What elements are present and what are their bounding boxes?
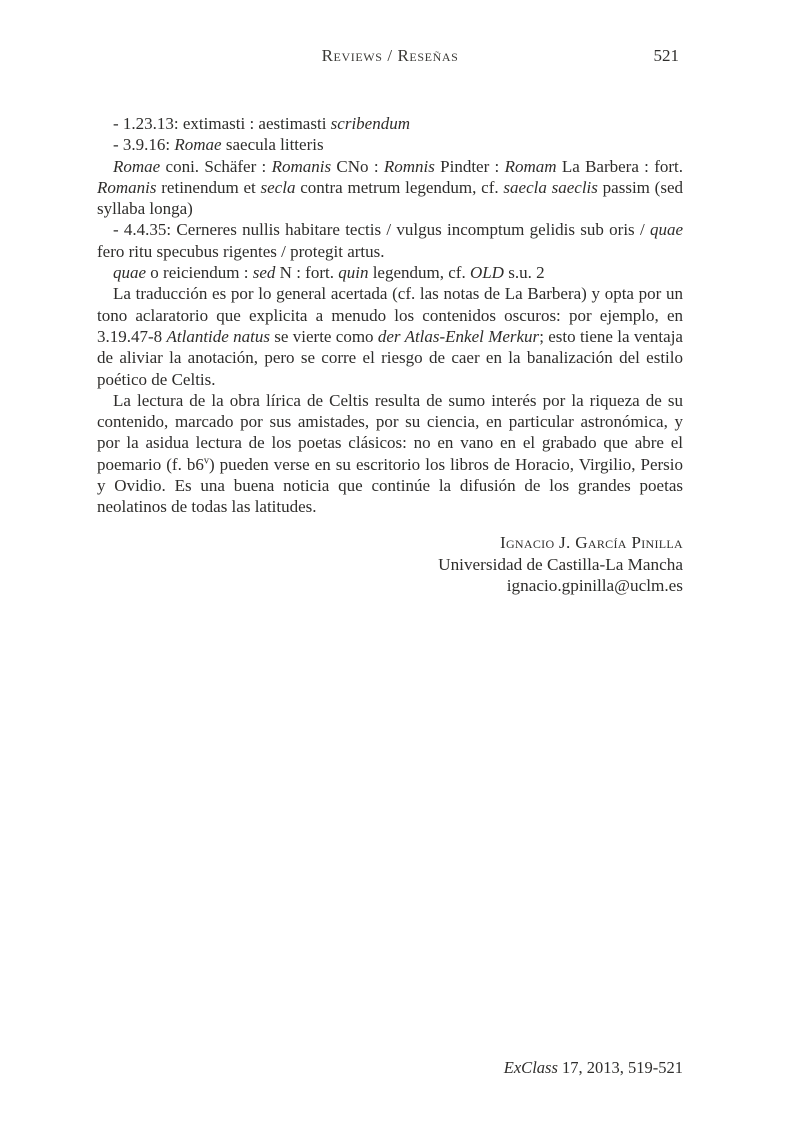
author-email: ignacio.gpinilla@uclm.es bbox=[506, 576, 683, 596]
footer-citation: 17, 2013, 519-521 bbox=[557, 1058, 683, 1077]
paragraph bbox=[97, 113, 683, 134]
italic-text: scribendum bbox=[330, 114, 410, 133]
italic-text: saecla saeclis bbox=[503, 177, 598, 197]
paragraph bbox=[97, 156, 683, 220]
body-text: ) pueden verse en su escritorio los libros de Horacio, Virgilio, Persio y Ovidio. Es una buena noticia que continúe la difusión de los grandes poetas neolatinos de todas las latitudes. bbox=[97, 454, 683, 517]
journal-name: ExClass bbox=[503, 1058, 558, 1077]
italic-text: der Atlas-Enkel Merkur bbox=[377, 326, 540, 346]
body-text: saecula litteris bbox=[221, 135, 324, 155]
paragraph bbox=[97, 283, 683, 389]
body-text: passim (sed syllaba longa) bbox=[97, 177, 683, 219]
page-header bbox=[97, 46, 683, 68]
italic-text: Atlantide natus bbox=[166, 326, 270, 346]
italic-text: Romanis bbox=[97, 177, 157, 197]
body-text: N : fort. bbox=[275, 263, 339, 283]
body-text: se vierte como bbox=[269, 326, 378, 346]
italic-text: Romae bbox=[113, 156, 161, 176]
italic-text: quin bbox=[338, 263, 369, 283]
body-text: Pindter : bbox=[434, 156, 505, 176]
page-footer bbox=[97, 1058, 683, 1078]
italic-text: sed bbox=[252, 263, 276, 283]
italic-text: Romam bbox=[504, 156, 557, 176]
body-text: fero ritu specubus rigentes / protegit artus. bbox=[97, 241, 385, 261]
body-text: contra metrum legendum, cf. bbox=[295, 177, 504, 197]
body-text: coni. Schäfer : bbox=[160, 156, 272, 176]
body-text: - 1.23.13: extimasti : aestimasti bbox=[113, 114, 331, 133]
paragraph bbox=[97, 134, 683, 155]
paragraph bbox=[97, 390, 683, 518]
running-title: Reviews / Reseñas bbox=[321, 46, 459, 65]
signature-block bbox=[97, 532, 683, 597]
italic-text: OLD bbox=[469, 263, 504, 283]
italic-text: Romnis bbox=[383, 156, 435, 176]
body-text: s.u. 2 bbox=[503, 263, 545, 283]
body-text: - 3.9.16: bbox=[113, 135, 175, 155]
body-text: La Barbera : fort. bbox=[556, 156, 684, 176]
body-text: o reiciendum : bbox=[146, 263, 253, 283]
review-body bbox=[97, 113, 683, 518]
italic-text: quae bbox=[113, 263, 147, 283]
superscript-text: v bbox=[203, 455, 209, 467]
italic-text: quae bbox=[649, 220, 683, 240]
italic-text: Romae bbox=[174, 135, 222, 155]
italic-text: secla bbox=[260, 177, 296, 197]
body-text: La traducción es por lo general acertada (cf. las notas de La Barbera) y opta por un tono aclaratorio que explicita a menudo los contenidos oscuros: por ejemplo, en 3.19.47-8 bbox=[97, 284, 683, 346]
body-text: ; esto tiene la ventaja de aliviar la anotación, pero se corre el riesgo de caer en la banalización del estilo poético de Celtis. bbox=[97, 326, 683, 389]
body-text: legendum, cf. bbox=[368, 263, 470, 283]
paragraph bbox=[97, 262, 683, 283]
body-text: - 4.4.35: Cerneres nullis habitare tectis / vulgus incomptum gelidis sub oris / bbox=[113, 220, 650, 240]
page-number: 521 bbox=[653, 46, 679, 65]
author-name: Ignacio J. García Pinilla bbox=[499, 533, 683, 552]
author-affiliation: Universidad de Castilla-La Mancha bbox=[438, 554, 683, 574]
italic-text: Romanis bbox=[271, 156, 332, 176]
body-text: La lectura de la obra lírica de Celtis resulta de sumo interés por la riqueza de su contenido, marcado por sus amistades, por su ciencia, en particular astronómica, y por la asidua lectura de los poetas clásicos: no en vano en el grabado que abre el poemario (f. b6 bbox=[97, 390, 683, 474]
body-text: CNo : bbox=[331, 156, 384, 176]
body-text: retinendum et bbox=[156, 177, 261, 197]
paragraph bbox=[97, 219, 683, 262]
